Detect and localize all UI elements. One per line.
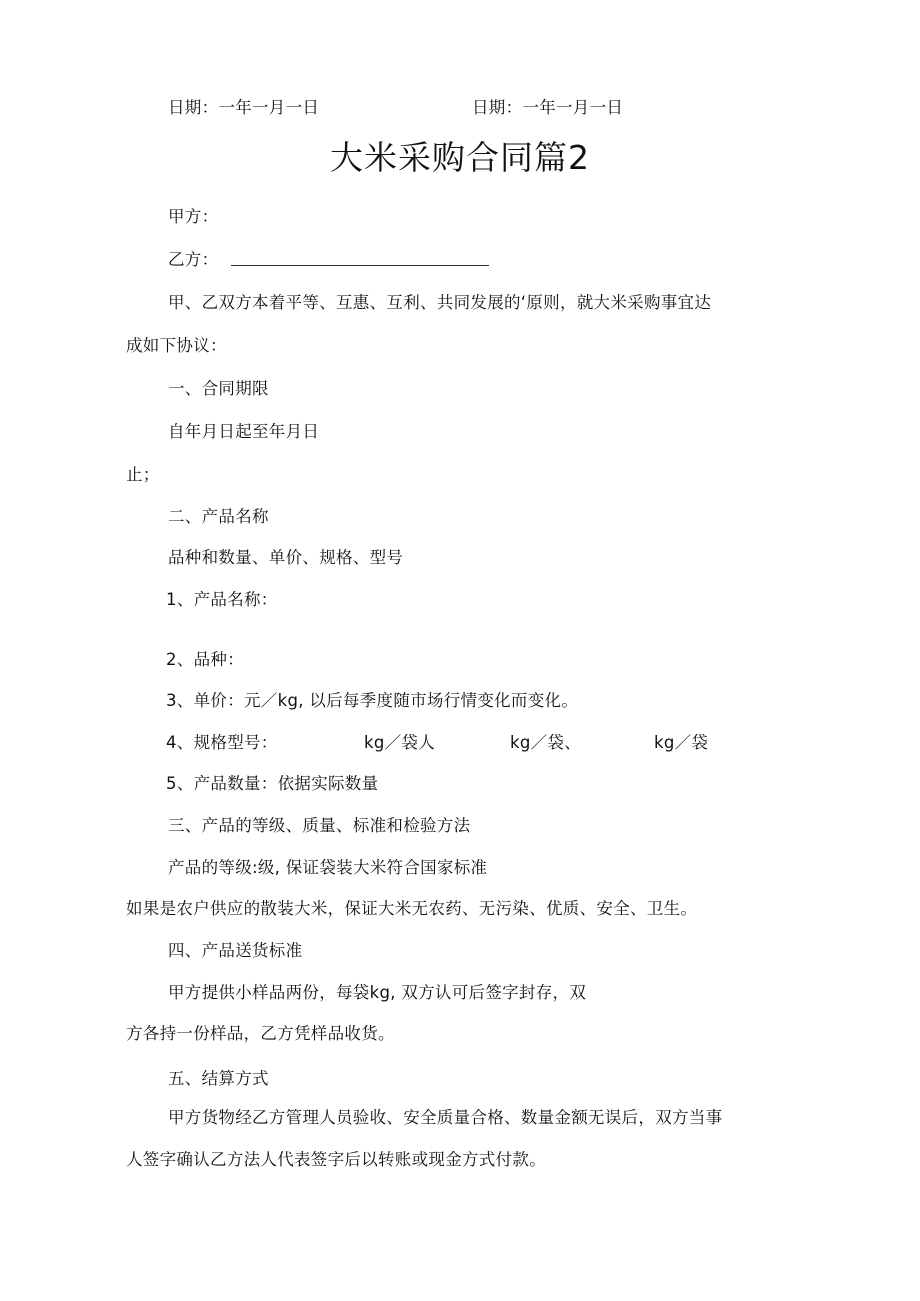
section-2-heading: 二、产品名称 [168,507,269,526]
party-b-label: 乙方： [168,250,219,269]
party-a-label: 甲方： [168,207,219,226]
section-2-item-4-spec-1: kg／袋人 [364,733,436,752]
section-2-item-4-spec-2: kg／袋、 [510,733,582,752]
section-4-line-2: 方各持一份样品，乙方凭样品收货。 [126,1024,395,1043]
section-5-line-2: 人签字确认乙方法人代表签字后以转账或现金方式付款。 [126,1150,546,1169]
section-5-line-1: 甲方货物经乙方管理人员验收、安全质量合格、数量金额无误后，双方当事 [168,1108,723,1127]
section-2-item-3: 3、单价：元／kg, 以后每季度随市场行情变化而变化。 [166,691,579,710]
section-5-heading: 五、结算方式 [168,1069,269,1088]
section-1-line-1: 自年月日起至年月日 [168,422,320,441]
section-4-heading: 四、产品送货标准 [168,941,303,960]
section-3-heading: 三、产品的等级、质量、标准和检验方法 [168,816,471,835]
section-2-item-5: 5、产品数量：依据实际数量 [166,774,379,793]
section-2-item-4-label: 4、规格型号： [166,733,278,752]
date-right: 日期：一年一月一日 [472,98,624,117]
section-2-item-2: 2、品种： [166,650,244,669]
intro-line-1: 甲、乙双方本着平等、互惠、互利、共同发展的‘原则，就大米采购事宜达 [168,293,712,312]
section-4-line-1: 甲方提供小样品两份，每袋kg, 双方认可后签字封存，双 [168,983,587,1002]
intro-line-2: 成如下协议： [126,336,227,355]
section-3-line-1: 产品的等级:级, 保证袋装大米符合国家标准 [168,858,488,877]
section-2-subheading: 品种和数量、单价、规格、型号 [168,548,404,567]
section-2-item-1: 1、产品名称： [166,590,278,609]
date-left: 日期：一年一月一日 [168,98,320,117]
section-1-line-2: 止； [126,465,160,484]
section-1-heading: 一、合同期限 [168,379,269,398]
party-b-blank-line [231,265,489,266]
section-3-line-2: 如果是农户供应的散装大米，保证大米无农药、无污染、优质、安全、卫生。 [126,899,698,918]
section-2-item-4-spec-3: kg／袋 [654,733,709,752]
document-title: 大米采购合同篇2 [330,138,590,177]
